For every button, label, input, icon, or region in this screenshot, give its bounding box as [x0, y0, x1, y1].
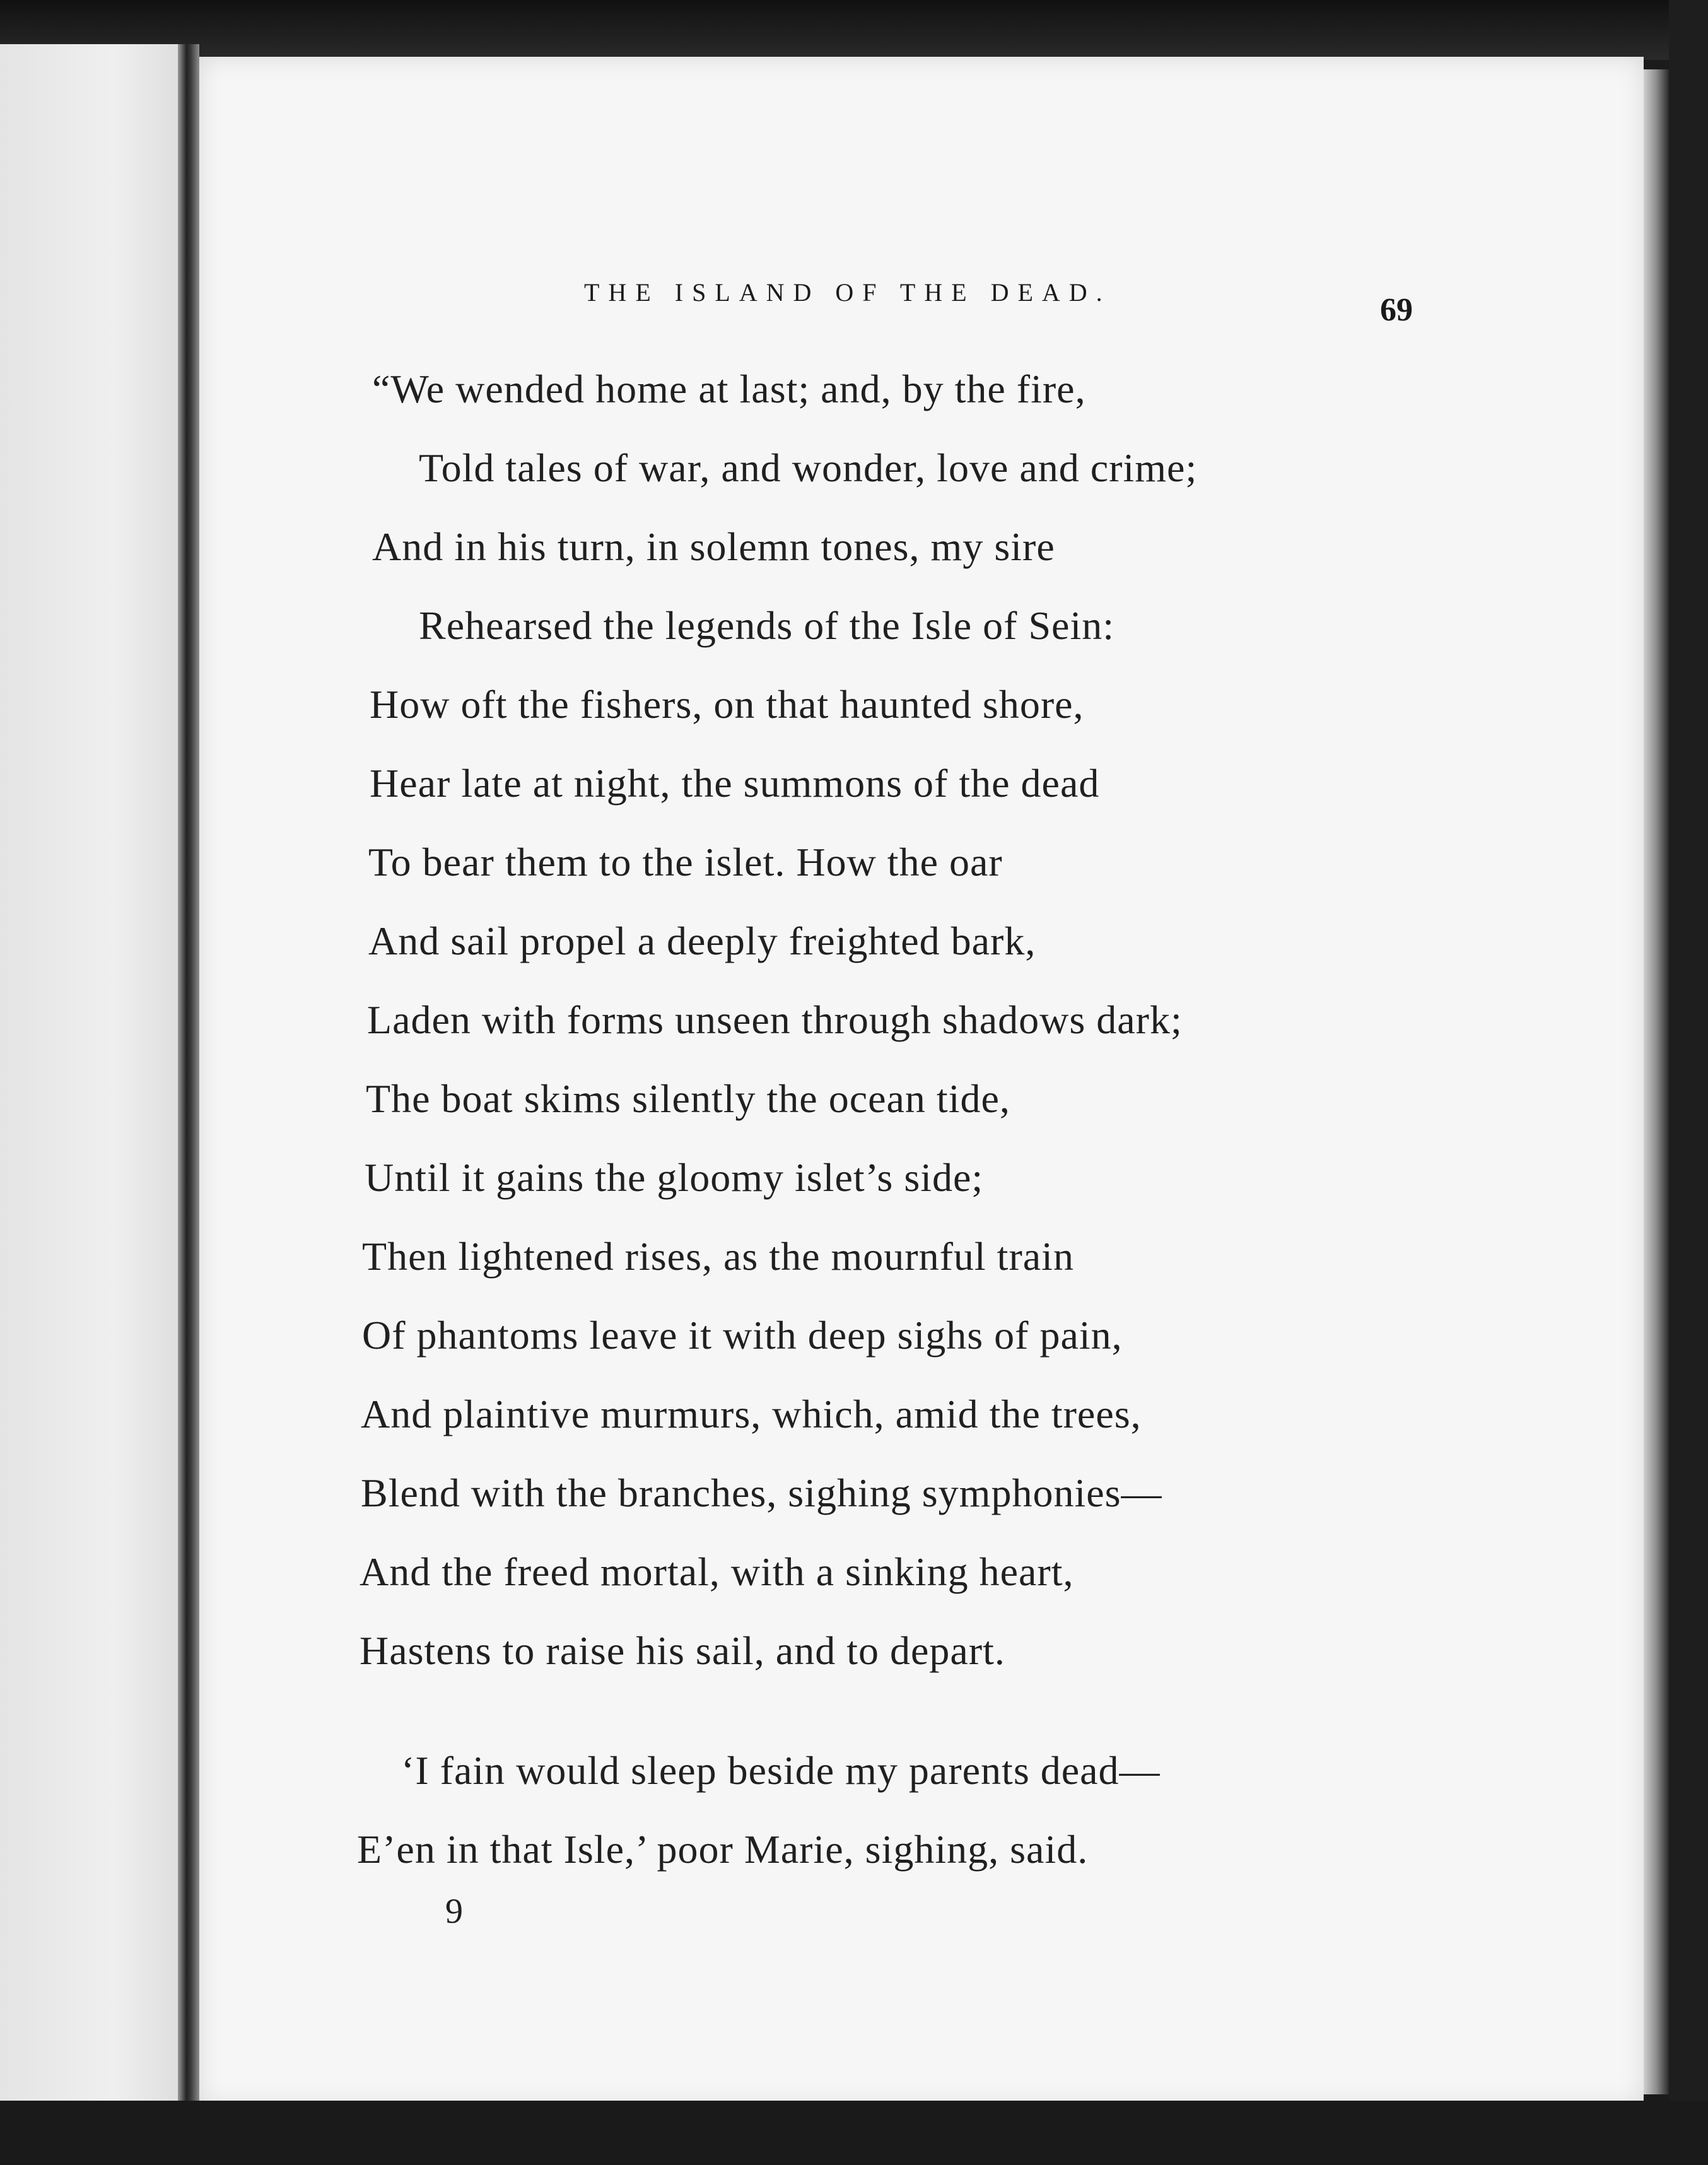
running-title: THE ISLAND OF THE DEAD.: [584, 278, 1111, 307]
poem-line: The boat skims silently the ocean tide,: [366, 1076, 1010, 1121]
poem-line: Laden with forms unseen through shadows dark;: [367, 997, 1183, 1042]
poem-line: Until it gains the gloomy islet’s side;: [365, 1155, 984, 1200]
poem-line: Then lightened rises, as the mournful train: [362, 1234, 1074, 1279]
poem-line: Blend with the branches, sighing symphonies—: [361, 1470, 1162, 1515]
poem-line: ‘I fain would sleep beside my parents dead—: [401, 1748, 1161, 1793]
poem-line: Of phantoms leave it with deep sighs of pain,: [362, 1313, 1123, 1358]
signature-mark: 9: [445, 1892, 463, 1931]
poem-line: To bear them to the islet. How the oar: [368, 840, 1003, 884]
poem-line: Hear late at night, the summons of the dead: [370, 761, 1100, 806]
poem-line: How oft the fishers, on that haunted shore,: [370, 682, 1084, 727]
facing-page-blank: [0, 44, 189, 2101]
scan-border-bottom: [0, 2101, 1708, 2165]
poem-line: Told tales of war, and wonder, love and crime;: [419, 445, 1198, 490]
scan-border-top: [0, 0, 1708, 60]
poem-line: Rehearsed the legends of the Isle of Sein:: [419, 603, 1114, 648]
page-number: 69: [1380, 292, 1413, 328]
poem-line: And in his turn, in solemn tones, my sire: [372, 524, 1055, 569]
scan-border-right: [1669, 0, 1708, 2165]
page-edge-shadow: [1644, 69, 1669, 2094]
poem-line: And sail propel a deeply freighted bark,: [368, 918, 1036, 963]
poem-line: And the freed mortal, with a sinking heart,: [360, 1549, 1074, 1594]
poem-line: “We wended home at last; and, by the fire,: [372, 367, 1086, 411]
poem-line: E’en in that Isle,’ poor Marie, sighing, said.: [357, 1827, 1089, 1872]
poem-line: And plaintive murmurs, which, amid the trees,: [361, 1392, 1142, 1436]
book-gutter: [178, 44, 199, 2107]
poem-line: Hastens to raise his sail, and to depart.: [360, 1628, 1005, 1673]
